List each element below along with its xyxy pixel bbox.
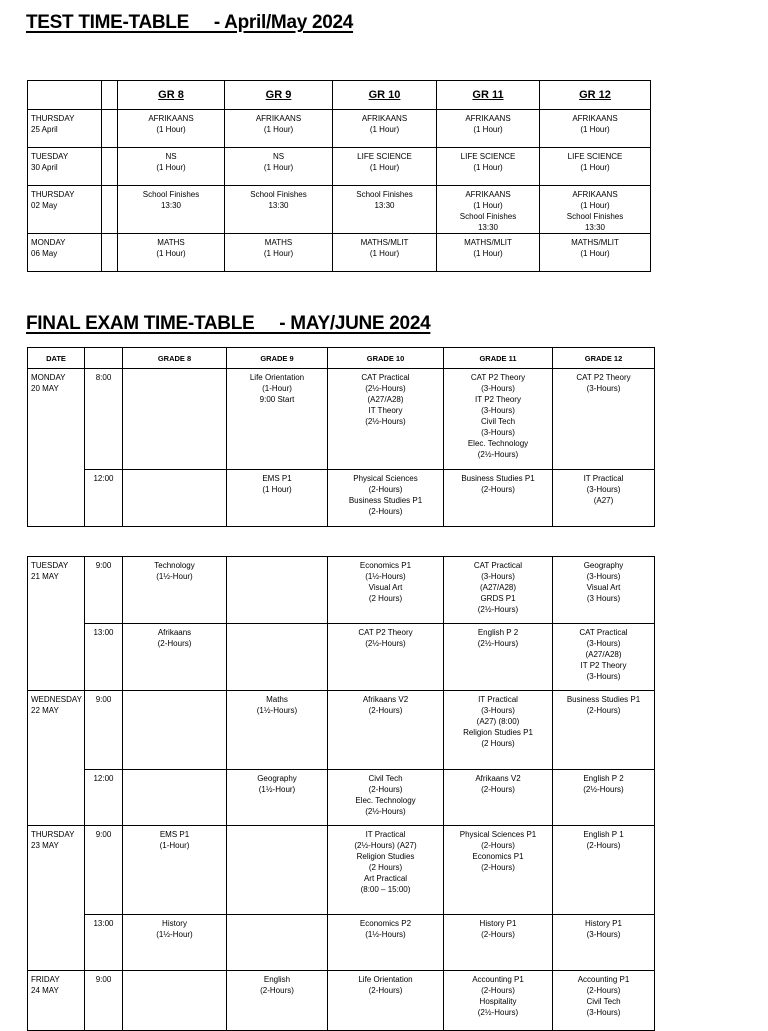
subject-cell: EMS P1 (1-Hour) [123,826,227,915]
subject-cell: AFRIKAANS (1 Hour) [540,110,651,148]
subject-cell: Geography (1½-Hour) [227,770,328,826]
session-row [28,770,655,826]
subject-cell: AFRIKAANS (1 Hour) [333,110,437,148]
subject-cell: Physical Sciences (2-Hours) Business Studies P1 (2-Hours) [328,470,444,527]
subject-cell: Accounting P1 (2-Hours) Civil Tech (3-Hours) [553,971,655,1031]
column-header [85,348,123,369]
subject-cell: Life Orientation (2-Hours) [328,971,444,1031]
test-row [28,234,651,272]
test-row [28,148,651,186]
subject-cell: MATHS (1 Hour) [118,234,225,272]
subject-cell: IT Practical (3-Hours) (A27) [553,470,655,527]
test-header-row [28,81,651,110]
time-cell: 9:00 [85,691,123,770]
test-timetable-heading: TEST TIME-TABLE - April/May 2024 [26,12,354,33]
session-row [28,691,655,770]
subject-cell: CAT Practical (3-Hours) (A27/A28) IT P2 Theory (3-Hours) [553,624,655,691]
subject-cell: NS (1 Hour) [225,148,333,186]
subject-cell: AFRIKAANS (1 Hour) [225,110,333,148]
test-timetable-table [27,80,651,272]
time-cell: 12:00 [85,470,123,527]
subject-cell: School Finishes 13:30 [118,186,225,234]
day-cell: THURSDAY 25 April [28,110,102,148]
subject-cell: School Finishes 13:30 [225,186,333,234]
subject-cell [227,624,328,691]
subject-cell: LIFE SCIENCE (1 Hour) [540,148,651,186]
subject-cell [123,369,227,470]
day-cell: MONDAY 06 May [28,234,102,272]
time-cell: 9:00 [85,826,123,915]
subject-cell: LIFE SCIENCE (1 Hour) [437,148,540,186]
time-cell: 8:00 [85,369,123,470]
subject-cell: Life Orientation (1-Hour) 9:00 Start [227,369,328,470]
subject-cell: CAT P2 Theory (3-Hours) [553,369,655,470]
subject-cell: English P 2 (2½-Hours) [444,624,553,691]
subject-cell [227,557,328,624]
header-empty-cell [28,81,102,110]
subject-cell: Afrikaans V2 (2-Hours) [328,691,444,770]
subject-cell: AFRIKAANS (1 Hour) [437,110,540,148]
subject-cell: History (1½-Hour) [123,915,227,971]
subject-cell: English (2-Hours) [227,971,328,1031]
day-cell: TUESDAY 21 MAY [28,557,85,691]
spacer-cell [102,186,118,234]
subject-cell [123,470,227,527]
subject-cell: LIFE SCIENCE (1 Hour) [333,148,437,186]
column-header: GR 12 [540,81,651,110]
column-header: GRADE 9 [227,348,328,369]
subject-cell: CAT P2 Theory (3-Hours) IT P2 Theory (3-Hours) Civil Tech (3-Hours) Elec. Technology (2½-Hours) [444,369,553,470]
subject-cell: CAT Practical (2½-Hours) (A27/A28) IT Theory (2½-Hours) [328,369,444,470]
subject-cell: CAT Practical (3-Hours) (A27/A28) GRDS P1 (2½-Hours) [444,557,553,624]
header-empty-cell [102,81,118,110]
spacer-cell [102,234,118,272]
subject-cell: MATHS/MLIT (1 Hour) [437,234,540,272]
subject-cell: AFRIKAANS (1 Hour) School Finishes 13:30 [437,186,540,234]
subject-cell: Economics P2 (1½-Hours) [328,915,444,971]
subject-cell [123,691,227,770]
subject-cell: History P1 (3-Hours) [553,915,655,971]
day-cell: THURSDAY 23 MAY [28,826,85,971]
session-row [28,369,655,470]
subject-cell: History P1 (2-Hours) [444,915,553,971]
day-cell: WEDNESDAY 22 MAY [28,691,85,826]
subject-cell [123,971,227,1031]
subject-cell: Afrikaans V2 (2-Hours) [444,770,553,826]
subject-cell: MATHS (1 Hour) [225,234,333,272]
time-cell: 9:00 [85,557,123,624]
column-header: GRADE 11 [444,348,553,369]
column-header: GRADE 12 [553,348,655,369]
subject-cell: NS (1 Hour) [118,148,225,186]
subject-cell: Accounting P1 (2-Hours) Hospitality (2½-Hours) [444,971,553,1031]
subject-cell: School Finishes 13:30 [333,186,437,234]
time-cell: 9:00 [85,971,123,1031]
time-cell: 13:00 [85,915,123,971]
subject-cell: Afrikaans (2-Hours) [123,624,227,691]
subject-cell: Technology (1½-Hour) [123,557,227,624]
subject-cell: Geography (3-Hours) Visual Art (3 Hours) [553,557,655,624]
column-header: GR 11 [437,81,540,110]
test-row [28,110,651,148]
column-header: GR 10 [333,81,437,110]
subject-cell: Maths (1½-Hours) [227,691,328,770]
day-cell: MONDAY 20 MAY [28,369,85,527]
subject-cell: Economics P1 (1½-Hours) Visual Art (2 Hours) [328,557,444,624]
column-header: GR 8 [118,81,225,110]
subject-cell: AFRIKAANS (1 Hour) School Finishes 13:30 [540,186,651,234]
day-cell: THURSDAY 02 May [28,186,102,234]
subject-cell: MATHS/MLIT (1 Hour) [540,234,651,272]
session-row [28,470,655,527]
final-header-row [28,348,655,369]
subject-cell: AFRIKAANS (1 Hour) [118,110,225,148]
day-cell: TUESDAY 30 April [28,148,102,186]
subject-cell: Civil Tech (2-Hours) Elec. Technology (2½-Hours) [328,770,444,826]
session-row [28,624,655,691]
subject-cell: EMS P1 (1 Hour) [227,470,328,527]
final-exam-timetable-heading: FINAL EXAM TIME-TABLE - MAY/JUNE 2024 [26,313,431,334]
subject-cell: English P 2 (2½-Hours) [553,770,655,826]
subject-cell: IT Practical (2½-Hours) (A27) Religion Studies (2 Hours) Art Practical (8:00 – 15:00) [328,826,444,915]
spacer-cell [102,148,118,186]
subject-cell [227,826,328,915]
subject-cell: IT Practical (3-Hours) (A27) (8:00) Religion Studies P1 (2 Hours) [444,691,553,770]
subject-cell: Business Studies P1 (2-Hours) [444,470,553,527]
session-row [28,826,655,915]
subject-cell: Business Studies P1 (2-Hours) [553,691,655,770]
session-row [28,557,655,624]
column-header: GRADE 8 [123,348,227,369]
spacer-cell [102,110,118,148]
column-header: GR 9 [225,81,333,110]
subject-cell: MATHS/MLIT (1 Hour) [333,234,437,272]
subject-cell: Physical Sciences P1 (2-Hours) Economics P1 (2-Hours) [444,826,553,915]
subject-cell: CAT P2 Theory (2½-Hours) [328,624,444,691]
session-row [28,971,655,1031]
test-row [28,186,651,234]
final-exam-table-page-2 [27,556,655,1031]
session-row [28,915,655,971]
subject-cell: English P 1 (2-Hours) [553,826,655,915]
day-cell: FRIDAY 24 MAY [28,971,85,1031]
time-cell: 12:00 [85,770,123,826]
subject-cell [227,915,328,971]
column-header: GRADE 10 [328,348,444,369]
subject-cell [123,770,227,826]
column-header: DATE [28,348,85,369]
final-exam-table-page-1 [27,347,655,527]
time-cell: 13:00 [85,624,123,691]
